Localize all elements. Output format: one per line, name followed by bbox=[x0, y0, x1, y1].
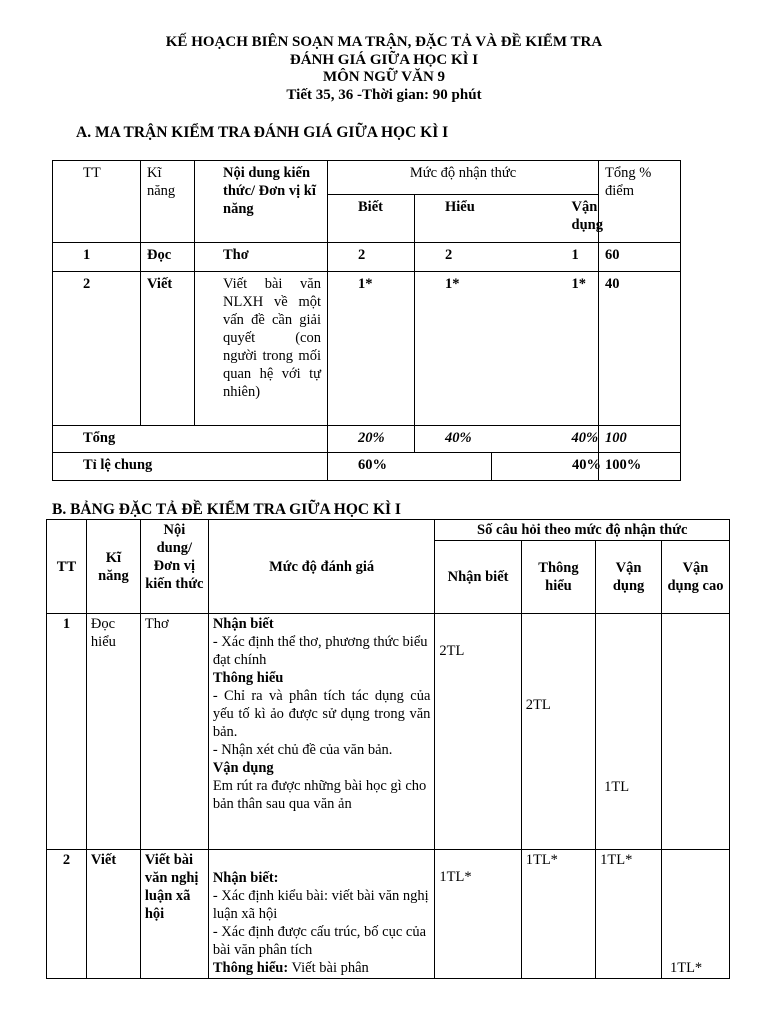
nb-title: Nhận biết bbox=[212, 616, 274, 632]
spec-row1-ki-nang: Đọc hiểu bbox=[86, 614, 140, 850]
spec-row1-tt: 1 bbox=[47, 614, 87, 850]
header-tt: TT bbox=[53, 161, 141, 243]
spec-row1-noi-dung: Thơ bbox=[140, 614, 208, 850]
total-biet: 20% bbox=[328, 426, 415, 453]
row2-tong: 40 bbox=[599, 272, 681, 426]
header-ki-nang: Kĩ năng bbox=[141, 161, 195, 243]
row1-tong: 60 bbox=[599, 243, 681, 272]
row1-ki-nang: Đọc bbox=[141, 243, 195, 272]
ratio-van-dung: 40% bbox=[492, 453, 599, 481]
vd-title: Vận dụng bbox=[212, 760, 274, 776]
row2-van-dung: 1* bbox=[492, 272, 599, 426]
table-row bbox=[53, 243, 681, 272]
th-title: Thông hiểu bbox=[212, 670, 284, 686]
spec-row2-muc-do bbox=[208, 850, 435, 979]
row2-noi-dung: Viết bài văn NLXH về một vấn đề cần giải quyết (con người trong mối quan hệ với tự nhiên) bbox=[195, 272, 328, 426]
matrix-total-row bbox=[53, 426, 681, 453]
spec-row1-muc-do bbox=[208, 614, 435, 850]
nb-title-2: Nhận biết: bbox=[212, 870, 279, 886]
row1-hieu: 2 bbox=[415, 243, 492, 272]
spec-header-tt: TT bbox=[47, 520, 87, 614]
row2-biet: 1* bbox=[328, 272, 415, 426]
specification-table bbox=[46, 519, 730, 979]
header-noi-dung: Nội dung kiến thức/ Đơn vị kĩ năng bbox=[195, 161, 328, 243]
row2-tt: 2 bbox=[53, 272, 141, 426]
nb-text-2a: - Xác định kiểu bài: viết bài văn nghị luận xã hội bbox=[212, 888, 429, 922]
header-van-dung: Vận dụng bbox=[492, 195, 599, 243]
th-title-2: Thông hiểu: bbox=[212, 960, 289, 976]
th-text-2: Viết bài phân bbox=[288, 960, 369, 976]
section-b-heading: B. BẢNG ĐẶC TẢ ĐỀ KIỂM TRA GIỮA HỌC KÌ I bbox=[52, 501, 401, 518]
row1-noi-dung: Thơ bbox=[195, 243, 328, 272]
spec-row1-van-dung-cao bbox=[661, 614, 729, 850]
document-title bbox=[0, 34, 768, 104]
spec-header-nhan-biet: Nhận biết bbox=[435, 541, 521, 614]
header-biet: Biết bbox=[328, 195, 415, 243]
spec-header-thong-hieu: Thông hiểu bbox=[521, 541, 595, 614]
total-tong: 100 bbox=[599, 426, 681, 453]
spec-header-so-cau: Số câu hỏi theo mức độ nhận thức bbox=[435, 520, 730, 541]
spec-header-muc-do: Mức độ đánh giá bbox=[208, 520, 435, 614]
spec-row2-nhan-biet: 1TL* bbox=[435, 850, 521, 979]
ratio-label: Tỉ lệ chung bbox=[53, 453, 328, 481]
spec-row1-van-dung: 1TL bbox=[596, 614, 662, 850]
header-tong: Tổng % điểm bbox=[599, 161, 681, 243]
spec-row2-van-dung-cao: 1TL* bbox=[661, 850, 729, 979]
spec-header-van-dung: Vận dụng bbox=[596, 541, 662, 614]
spec-header-row bbox=[47, 520, 730, 541]
spec-row2-noi-dung: Viết bài văn nghị luận xã hội bbox=[140, 850, 208, 979]
table-row bbox=[47, 614, 730, 850]
vd-text: Em rút ra được những bài học gì cho bản thân sau qua văn ản bbox=[212, 778, 427, 812]
title-line-3: MÔN NGỮ VĂN 9 bbox=[322, 69, 446, 85]
th-text-2: - Nhận xét chủ đề của văn bản. bbox=[212, 742, 393, 758]
title-line-1: KẾ HOẠCH BIÊN SOẠN MA TRẬN, ĐẶC TẢ VÀ ĐỀ KIỂM TRA bbox=[165, 34, 603, 50]
row2-hieu: 1* bbox=[415, 272, 492, 426]
row1-biet: 2 bbox=[328, 243, 415, 272]
assessment-matrix-table bbox=[52, 160, 681, 481]
spec-row1-thong-hieu: 2TL bbox=[521, 614, 595, 850]
table-row bbox=[47, 850, 730, 979]
total-hieu: 40% bbox=[415, 426, 492, 453]
spec-row2-van-dung: 1TL* bbox=[596, 850, 662, 979]
ratio-tong: 100% bbox=[599, 453, 681, 481]
total-van-dung: 40% bbox=[492, 426, 599, 453]
spec-row2-thong-hieu: 1TL* bbox=[521, 850, 595, 979]
table-row bbox=[53, 272, 681, 426]
spec-row1-nhan-biet: 2TL bbox=[435, 614, 521, 850]
nb-text: - Xác định thể thơ, phương thức biểu đạt chính bbox=[212, 634, 428, 668]
matrix-header-row bbox=[53, 161, 681, 195]
spec-header-van-dung-cao: Vận dụng cao bbox=[661, 541, 729, 614]
th-text-1: - Chỉ ra và phân tích tác dụng của yếu tố kì ảo được sử dụng trong văn bản. bbox=[212, 688, 431, 740]
header-hieu: Hiểu bbox=[415, 195, 492, 243]
section-a-heading: A. MA TRẬN KIỂM TRA ĐÁNH GIÁ GIỮA HỌC KÌ I bbox=[76, 124, 449, 141]
ratio-biet-hieu: 60% bbox=[328, 453, 492, 481]
total-label: Tổng bbox=[53, 426, 328, 453]
spec-header-ki-nang: Kĩ năng bbox=[86, 520, 140, 614]
row2-ki-nang: Viết bbox=[141, 272, 195, 426]
spec-row2-tt: 2 bbox=[47, 850, 87, 979]
nb-text-2b: - Xác định được cấu trúc, bố cục của bài văn phân tích bbox=[212, 924, 427, 958]
matrix-ratio-row bbox=[53, 453, 681, 481]
title-line-4: Tiết 35, 36 -Thời gian: 90 phút bbox=[286, 86, 482, 103]
header-muc-do: Mức độ nhận thức bbox=[328, 161, 599, 195]
row1-tt: 1 bbox=[53, 243, 141, 272]
title-line-2: ĐÁNH GIÁ GIỮA HỌC KÌ I bbox=[289, 51, 479, 68]
row1-van-dung: 1 bbox=[492, 243, 599, 272]
spec-row2-ki-nang: Viết bbox=[86, 850, 140, 979]
spec-header-noi-dung: Nội dung/ Đơn vị kiến thức bbox=[140, 520, 208, 614]
